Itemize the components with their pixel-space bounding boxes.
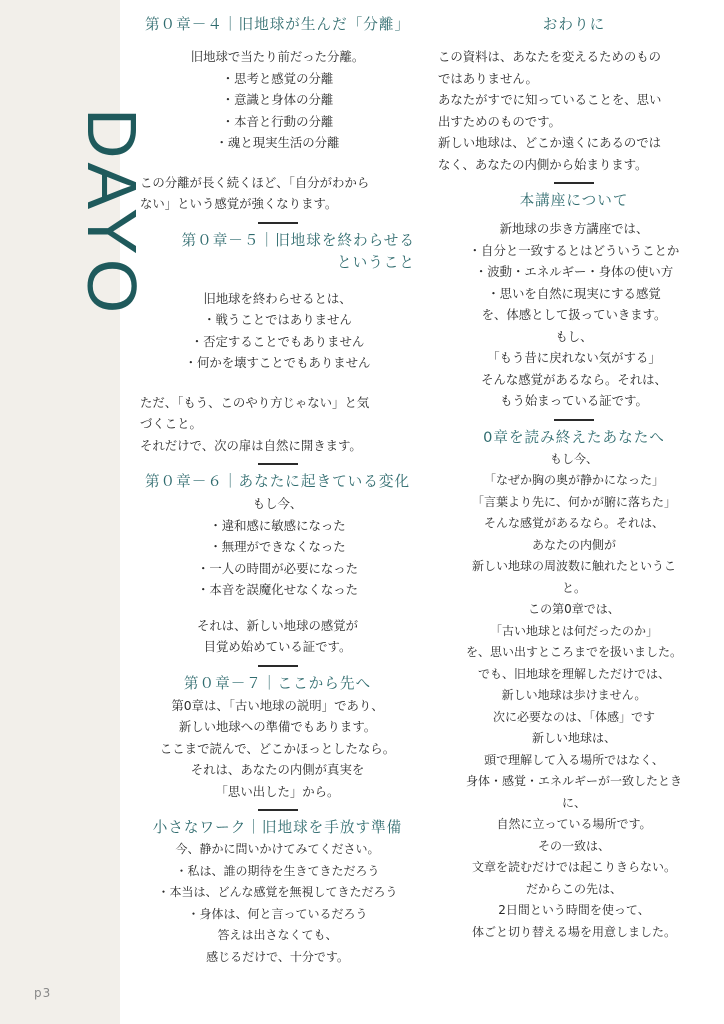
body-line: 体ごと切り替える場を用意しました。 <box>471 924 676 939</box>
list-item: ・戦うことではありません <box>203 312 352 327</box>
section-body <box>140 695 415 803</box>
after-body <box>438 449 710 944</box>
body-line: と。 <box>561 580 586 595</box>
note-line: ない」という感覚が強くなります。 <box>140 196 338 211</box>
closing-heading: おわりに <box>542 16 606 33</box>
course-body <box>438 218 710 412</box>
list-item: ・意識と身体の分離 <box>221 92 334 107</box>
body-line: を、体感として扱っていきます。 <box>481 307 667 322</box>
body-line: ・自分と一致するとはどういうことか <box>468 242 680 258</box>
list-item: ・無理ができなくなった <box>209 539 346 554</box>
work-body <box>140 839 415 968</box>
body-line: 新しい地球は、どこか遠くにあるのでは <box>438 135 662 150</box>
list-item: ・魂と現実生活の分離 <box>215 135 340 150</box>
body-line: 文章を読むだけでは起こりきらない。 <box>471 860 676 874</box>
page-number: p3 <box>34 986 52 1000</box>
body-line: もし今、 <box>549 451 598 466</box>
note-line: この分離が長く続くほど、「自分がわから <box>140 174 370 190</box>
section-note <box>140 172 415 215</box>
body-line: ・波動・エネルギー・身体の使い方 <box>474 264 674 279</box>
divider <box>554 182 594 184</box>
body-line: 頭で理解して入る場所ではなく、 <box>484 752 664 767</box>
divider <box>258 222 298 224</box>
sidebar <box>0 0 151 1024</box>
body-line: 新しい地球の周波数に触れたというこ <box>471 559 676 573</box>
body-line: あなたがすでに知っていることを、思い <box>438 92 662 107</box>
body-line: 「古い地球とは何だったのか」 <box>489 623 658 638</box>
body-line: ・思いを自然に現実にする感覚 <box>487 285 661 301</box>
body-line: 身体・感覚・エネルギーが一致したとき <box>465 774 682 788</box>
body-line: 新しい地球は、 <box>531 731 616 745</box>
note-line: づくこと。 <box>140 416 202 431</box>
body-line: 今、静かに問いかけてみてください。 <box>175 842 380 856</box>
definition-list <box>140 309 415 374</box>
body-line: この資料は、あなたを変えるためのもの <box>438 49 662 64</box>
right-column <box>438 14 710 943</box>
section-note <box>140 392 415 457</box>
body-line: 自然に立っている場所です。 <box>496 817 652 831</box>
body-line: 「思い出した」から。 <box>215 783 340 799</box>
list-item: ・何かを壊すことでもありません <box>184 355 371 370</box>
body-line: ここまで読んで、どこかほっとしたなら。 <box>159 740 396 756</box>
body-line: 2日間という時間を使って、 <box>498 903 650 917</box>
body-line: もし、 <box>555 328 593 344</box>
divider <box>258 665 298 667</box>
body-line: 「なぜか胸の奥が静かになった」 <box>483 473 664 487</box>
list-item: ・本音と行動の分離 <box>221 113 334 129</box>
body-line: 新しい地球への準備でもあります。 <box>178 719 377 734</box>
body-line: ・私は、誰の期待を生きてきただろう <box>175 863 380 878</box>
change-list <box>140 515 415 601</box>
body-line: そんな感覚があるなら。それは、 <box>483 516 664 530</box>
closing-body <box>438 46 710 175</box>
body-line: それは、あなたの内側が真実を <box>190 762 365 777</box>
list-item: ・否定することでもありません <box>190 333 365 349</box>
note-line: ただ、「もう、このやり方じゃない」と気 <box>140 394 370 410</box>
divider <box>258 809 298 811</box>
section-note <box>140 615 415 658</box>
body-line: 「もう昔に戻れない気がする」 <box>487 350 661 365</box>
body-line: ・本当は、どんな感覚を無視してきただろう <box>157 885 398 899</box>
section-heading-0-7: 第０章－７｜ここから先へ <box>183 674 372 692</box>
section-intro: もし今、 <box>252 496 303 511</box>
left-column <box>140 14 415 968</box>
body-line: 出すためのものです。 <box>438 113 561 129</box>
divider <box>554 419 594 421</box>
body-line: ではありません。 <box>438 70 538 86</box>
body-line: 新しい地球は歩けません。 <box>501 688 647 702</box>
section-intro: 旧地球を終わらせるとは、 <box>203 290 352 306</box>
list-item: ・一人の時間が必要になった <box>196 560 359 576</box>
note-line: それだけで、次の扉は自然に開きます。 <box>140 437 362 453</box>
body-line: もう始まっている証です。 <box>500 393 648 408</box>
list-item: ・違和感に敏感になった <box>209 517 346 533</box>
divider <box>258 463 298 465</box>
body-line: なく、あなたの内側から始まります。 <box>438 156 648 172</box>
course-heading: 本講座について <box>519 192 629 209</box>
body-line: に、 <box>561 795 586 810</box>
body-line: 次に必要なのは、「体感」です <box>492 709 655 724</box>
note-line: 目覚め始めている証です。 <box>203 639 352 654</box>
body-line: 新地球の歩き方講座では、 <box>499 221 649 236</box>
heading-line: 第０章－５｜旧地球を終わらせる <box>181 231 415 249</box>
heading-line: ということ <box>337 253 415 271</box>
body-line: あなたの内側が <box>531 537 616 552</box>
list-item: ・思考と感覚の分離 <box>221 70 334 86</box>
section-heading-0-4: 第０章－４｜旧地球が生んだ「分離」 <box>144 16 411 33</box>
separation-list <box>140 68 415 154</box>
body-line: そんな感覚があるなら。それは、 <box>481 371 667 387</box>
section-intro: 旧地球で当たり前だった分離。 <box>190 49 365 64</box>
body-line: でも、旧地球を理解しただけでは、 <box>477 666 670 681</box>
list-item: ・本音を誤魔化せなくなった <box>196 582 359 597</box>
section-heading-0-6: 第０章－６｜あなたに起きている変化 <box>144 473 411 490</box>
body-line: を、思い出すところまでを扱いました。 <box>465 645 682 659</box>
body-line: 第0章は、「古い地球の説明」であり、 <box>171 697 384 713</box>
after-heading: 0章を読み終えたあなたへ <box>483 428 665 446</box>
body-line: その一致は、 <box>537 838 610 853</box>
body-line: だからこの先は、 <box>525 881 622 896</box>
vertical-title: DAYO <box>73 108 151 318</box>
section-heading-0-5 <box>140 230 415 274</box>
body-line: 答えは出さなくても、 <box>217 928 338 942</box>
body-line: この第0章では、 <box>528 602 620 616</box>
body-line: 感じるだけで、十分です。 <box>206 949 349 964</box>
note-line: それは、新しい地球の感覚が <box>196 617 359 633</box>
work-heading: 小さなワーク｜旧地球を手放す準備 <box>152 819 403 836</box>
body-line: 「言葉より先に、何かが腑に落ちた」 <box>471 494 676 509</box>
body-line: ・身体は、何と言っているだろう <box>187 906 368 921</box>
